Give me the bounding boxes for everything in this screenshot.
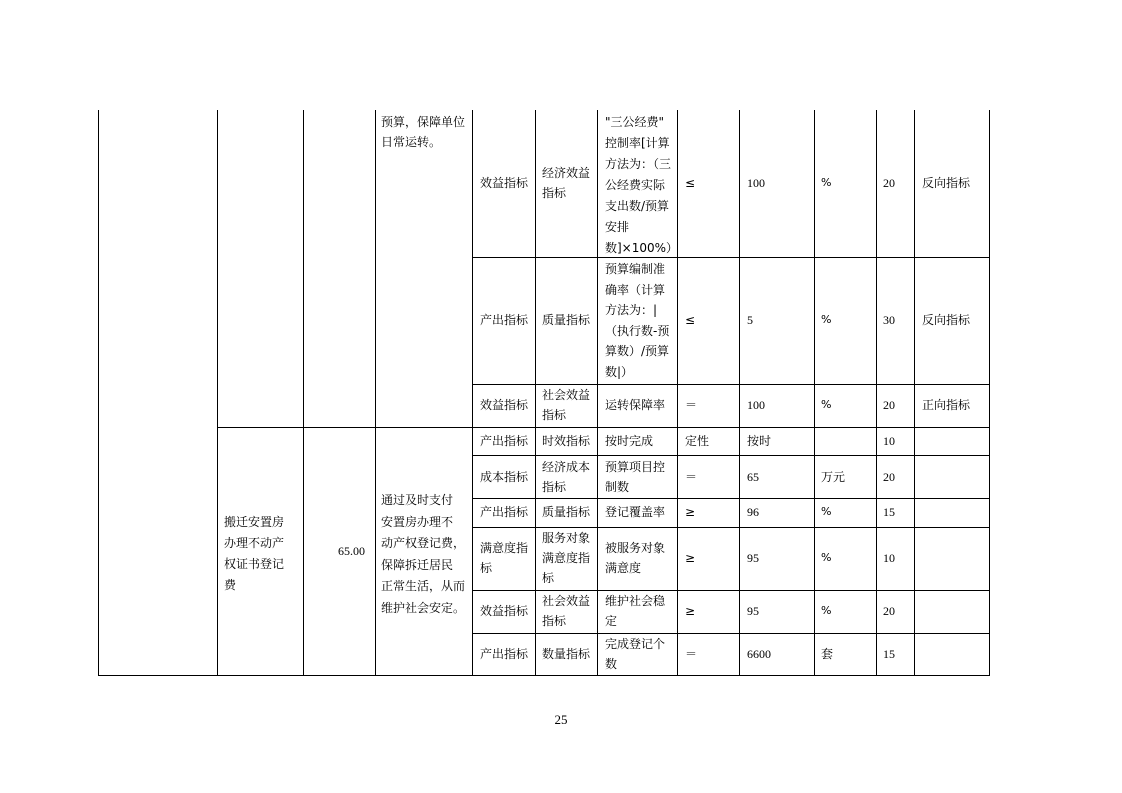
indicator-level2: 服务对象 满意度指 标 — [542, 531, 591, 585]
project-amount: 65.00 — [338, 544, 365, 558]
indicator-level1: 成本指标 — [480, 470, 529, 484]
indicator-level2: 经济成本 指标 — [542, 460, 591, 494]
indicator-level1: 产出指标 — [480, 313, 529, 327]
indicator-level3: 预算编制准 确率（计算 方法为：| （执行数-预 算数）/预算 数|） — [605, 262, 670, 379]
indicator-operator: ≥ — [685, 551, 696, 565]
indicator-level3: 维护社会稳 定 — [605, 594, 666, 628]
table-row-line — [472, 455, 990, 456]
indicator-value: 95 — [747, 551, 759, 565]
indicator-level1: 满意度指 标 — [480, 541, 529, 575]
indicator-value: 按时 — [747, 434, 772, 448]
indicator-level1: 产出指标 — [480, 434, 529, 448]
indicator-operator: ＝ — [685, 647, 698, 661]
indicator-level3: 登记覆盖率 — [605, 505, 666, 519]
indicator-operator: ＝ — [685, 398, 698, 412]
indicator-score: 20 — [883, 176, 895, 190]
table-border-bottom — [98, 675, 990, 676]
indicator-unit: % — [821, 398, 832, 411]
indicator-level1: 效益指标 — [480, 398, 529, 412]
table-row-line — [472, 633, 990, 634]
table-border-right — [989, 110, 990, 676]
indicator-level1: 效益指标 — [480, 604, 529, 618]
table-col-line — [814, 110, 815, 676]
page-number: 25 — [554, 712, 568, 727]
prev-project-target: 预算，保障单位 日常运转。 — [381, 115, 466, 149]
indicator-score: 15 — [883, 647, 895, 661]
indicator-score: 20 — [883, 470, 895, 484]
indicator-unit: % — [821, 176, 832, 189]
indicator-operator: ≤ — [685, 313, 696, 327]
indicator-level2: 社会效益 指标 — [542, 594, 591, 628]
indicator-level1: 产出指标 — [480, 647, 529, 661]
project-name: 搬迁安置房 办理不动产 权证书登记 费 — [224, 515, 285, 592]
table-row-line — [217, 427, 990, 428]
table-col-line — [914, 110, 915, 676]
table-col-line — [375, 110, 376, 676]
indicator-value: 6600 — [747, 647, 771, 661]
indicator-operator: 定性 — [685, 434, 710, 448]
indicator-score: 15 — [883, 505, 895, 519]
indicator-level3: "三公经费" 控制率[计算 方法为：（三 公经费实际 支出数/预算 安排 数]×100%） — [605, 115, 679, 255]
indicator-score: 30 — [883, 313, 895, 327]
indicator-score: 10 — [883, 434, 895, 448]
indicator-direction: 正向指标 — [922, 398, 971, 412]
indicator-level2: 时效指标 — [542, 434, 591, 448]
indicator-level3: 按时完成 — [605, 434, 654, 448]
table-row-line — [472, 257, 990, 258]
table-col-line — [535, 110, 536, 676]
indicator-direction: 反向指标 — [922, 313, 971, 327]
indicator-value: 100 — [747, 398, 765, 412]
indicator-unit: % — [821, 313, 832, 326]
table-col-line — [217, 110, 218, 676]
indicator-level2: 社会效益 指标 — [542, 388, 591, 422]
indicator-level2: 质量指标 — [542, 313, 591, 327]
indicator-level3: 运转保障率 — [605, 398, 666, 412]
indicator-value: 96 — [747, 505, 759, 519]
indicator-level2: 质量指标 — [542, 505, 591, 519]
indicator-level1: 产出指标 — [480, 505, 529, 519]
indicator-level1: 效益指标 — [480, 176, 529, 190]
indicator-unit: % — [821, 604, 832, 617]
indicator-unit: % — [821, 551, 832, 564]
table-col-line — [303, 110, 304, 676]
table-col-line — [597, 110, 598, 676]
indicator-level3: 预算项目控 制数 — [605, 460, 666, 494]
table-col-line — [472, 110, 473, 676]
indicator-direction: 反向指标 — [922, 176, 971, 190]
indicator-unit: % — [821, 505, 832, 518]
indicator-operator: ≥ — [685, 505, 696, 519]
indicator-level2: 数量指标 — [542, 647, 591, 661]
indicator-score: 20 — [883, 604, 895, 618]
table-col-line — [876, 110, 877, 676]
project-target: 通过及时支付 安置房办理不 动产权登记费， 保障拆迁居民 正常生活，从而 维护社会安定。 — [381, 493, 466, 615]
indicator-score: 20 — [883, 398, 895, 412]
indicator-unit: 万元 — [821, 470, 846, 484]
indicator-score: 10 — [883, 551, 895, 565]
indicator-level3: 完成登记个 数 — [605, 637, 666, 671]
indicator-value: 5 — [747, 313, 753, 327]
table-col-line — [739, 110, 740, 676]
indicator-operator: ≤ — [685, 176, 696, 190]
indicator-level3: 被服务对象 满意度 — [605, 541, 666, 575]
table-border-left — [98, 110, 99, 676]
indicator-operator: ≥ — [685, 604, 696, 618]
indicator-value: 65 — [747, 470, 759, 484]
indicator-value: 95 — [747, 604, 759, 618]
indicator-operator: ＝ — [685, 470, 698, 484]
table-row-line — [472, 498, 990, 499]
indicator-level2: 经济效益 指标 — [542, 166, 591, 200]
indicator-value: 100 — [747, 176, 765, 190]
indicator-unit: 套 — [821, 647, 834, 661]
